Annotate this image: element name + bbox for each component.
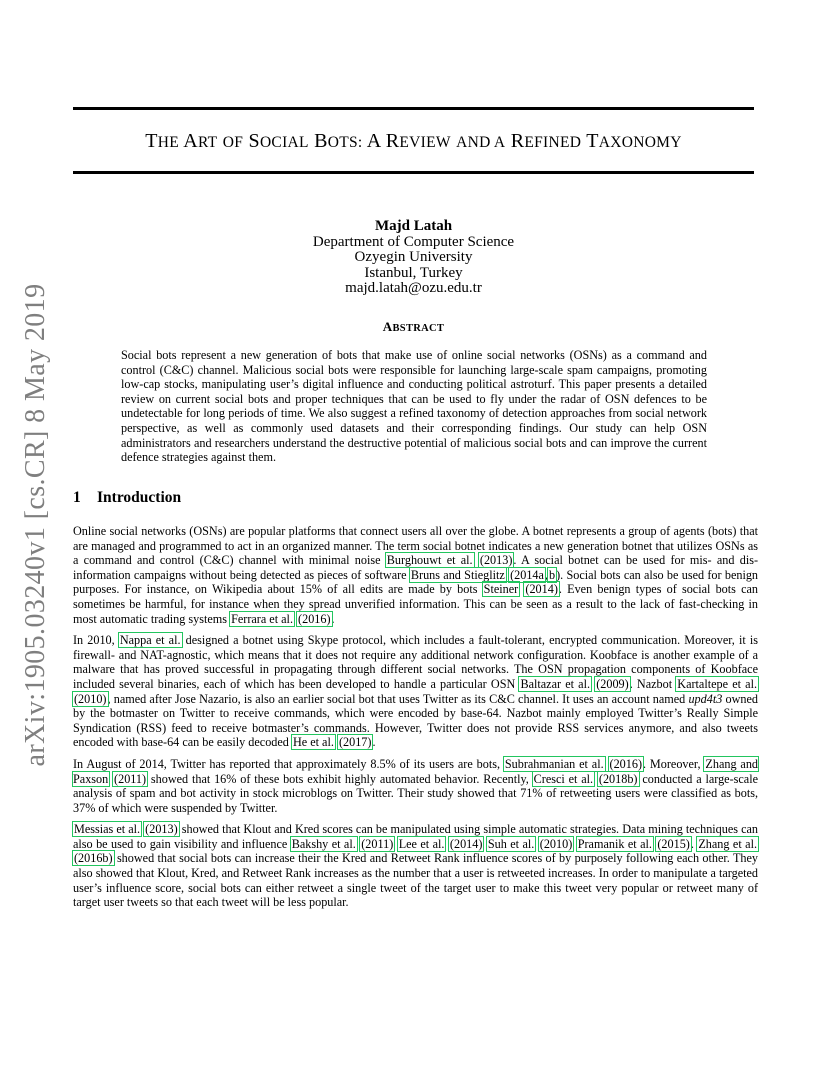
citation-link[interactable]: Cresci et al. [533,771,594,786]
citation-year-link[interactable]: (2009) [596,676,629,691]
author-name: Majd Latah [374,218,453,234]
citation-year-link[interactable]: (2013) [479,553,513,568]
citation-year-link[interactable]: (2013) [145,822,178,837]
citation-year-link[interactable]: (2016) [298,611,331,626]
title-bottom-rule [73,171,754,174]
arxiv-identifier: arXiv:1905.03240v1 [cs.CR] 8 May 2019 [20,283,51,767]
citation-link[interactable]: Ferrara et al. [231,611,293,626]
citation-link[interactable]: Pramanik et al. [577,836,652,851]
citation-year-link[interactable]: (2011) [361,836,394,851]
section-body [73,524,758,917]
author-block [73,219,754,297]
title-top-rule [73,107,754,110]
citation-year-link[interactable]: (2011) [114,771,147,786]
citation-link[interactable]: Zhang et al. [698,836,758,851]
citation-link[interactable]: Kartaltepe et al. [677,676,757,691]
paper-title: THE ART OF SOCIAL BOTS: A REVIEW AND A REFINED TAXONOMY [145,130,682,152]
paragraph-2: In 2010, Nappa et al. designed a botnet using Skype protocol, which includes a fault-tolerant, encrypted communication. Moreover, it is firewall- and NAT-agnostic, which means that it does not require any additional network configuration. Koobface is another example of a malware that has proved successful in propagating through different social networks. The OSN propagation components of Koobface included several binaries, each of which has been developed to handle a particular OSN Baltazar et al. (2009). Nazbot Kartaltepe et al. (2010), named after Jose Nazario, is also an earlier social bot that uses Twitter as its C&C channel. It uses an account named upd4t3 owned by the botmaster on Twitter to receive commands, which were encoded by base-64. Nazbot mainly employed Twitter’s Really Simple Syndication (RSS) feed to receive botmaster’s commands. However, Twitter does not provide RSS services anymore, and also tweets encoded with base-64 can be easily decoded He et al. (2017). [73,633,758,750]
section-number: 1 [73,489,81,506]
citation-year-link[interactable]: (2017) [338,735,372,750]
abstract-heading: ABSTRACT [382,319,445,334]
citation-year-link[interactable]: (2016b) [74,851,113,866]
citation-link[interactable]: Baltazar et al. [520,676,591,691]
citation-link[interactable]: Zhang and Paxson [73,756,759,786]
section-title: Introduction [97,489,182,506]
citation-year-link[interactable]: b [548,567,556,582]
citation-year-link[interactable]: (2014) [525,582,558,597]
citation-link[interactable]: Lee et al. [398,836,445,851]
citation-link[interactable]: Bakshy et al. [291,836,356,851]
paragraph-1: Online social networks (OSNs) are popular platforms that connect users all over the globe. A botnet represents a group of agents (bots) that are managed and programmed to act in an organized manner. The term social botnet indicates a new generation botnet that utilizes OSNs as a command and control (C&C) channel with minimal noise Burghouwt et al. (2013). A social botnet can be used for mis- and dis-information campaigns without being detected as pieces of software Bruns and Stieglitz (2014a,b). Social bots can also be used for benign purposes. For instance, on Wikipedia about 15% of all edits are made by bots Steiner (2014). Even benign types of social bots can sometimes be harmful, for instance when they spread unverified information. This can be seen as a result to the lack of fast-checking in most automatic trading systems Ferrara et al. (2016). [73,524,759,626]
author-location: Istanbul, Turkey [364,264,463,281]
paragraph-3: In August of 2014, Twitter has reported that approximately 8.5% of its users are bots, Subrahmanian et al. (2016). Moreover, Zhang and Paxson (2011) showed that 16% of these bots exhibit highly automated behavior. Recently, Cresci et al. (2018b) conducted a large-scale analysis of spam and bot activity in stock microblogs on Twitter. Their study showed that 71% of retweeting users were classified as bots, 37% of which were suspended by Twitter. [73,756,759,815]
citation-link[interactable]: He et al. [292,735,334,750]
citation-year-link[interactable]: (2010) [74,691,107,706]
citation-year-link[interactable]: (2014a [510,567,544,582]
citation-year-link[interactable]: (2015) [657,836,690,851]
citation-year-link[interactable]: (2014) [449,836,483,851]
citation-link[interactable]: Messias et al. [74,822,141,837]
citation-link[interactable]: Bruns and Stieglitz [410,567,505,582]
arxiv-side-stamp [18,285,54,765]
paragraph-4: Messias et al. (2013) showed that Klout and Kred scores can be manipulated using simple automatic strategies. Data mining techniques can also be used to gain visibility and influence Bakshy et al. (2011) Lee et al. (2014) Suh et al. (2010) Pramanik et al. (2015). Zhang et al. (2016b) showed that social bots can increase their the Kred and Retweet Rank influence scores of by purposely following each other. They also showed that Klout, Kred, and Retweet Rank increases as the number that a user is retweeted increases. In order to manipulate a targeted user’s influence score, social bots can either retweet a single tweet of the target user to make this tweet very popular or retweet many of target user tweets so that each tweet will be less popular. [73,822,759,910]
citation-link[interactable]: Subrahmanian et al. [504,756,604,771]
citation-link[interactable]: Burghouwt et al. [386,553,473,568]
account-name-math: upd4t3 [688,691,723,706]
citation-link[interactable]: Suh et al. [487,836,535,851]
citation-year-link[interactable]: (2010) [539,836,573,851]
citation-link[interactable]: Steiner [483,582,519,597]
abstract-text: Social bots represent a new generation of bots that make use of online social networks (OSNs) as a command and control (C&C) channel. Malicious social bots were responsible for launching large-scale spam campaigns, promoting low-cap stocks, manipulating user’s digital influence and conducting political astroturf. This paper presents a detailed review on current social bots and proper techniques that can be used to fly under the radar of OSN defences to be undetectable for long periods of time. We also suggest a refined taxonomy of detection approaches from social network perspective, as well as commonly used datasets and their corresponding findings. Our study can help OSN administrators and researchers understand the destructive potential of malicious social bots and can improve the current defence strategies against them. [121,348,707,465]
citation-year-link[interactable]: (2016) [609,756,643,771]
author-email: majd.latah@ozu.edu.tr [345,280,482,296]
section-heading [73,489,181,507]
citation-year-link[interactable]: (2018b) [598,771,638,786]
author-university: Ozyegin University [354,249,473,265]
citation-link[interactable]: Nappa et al. [119,633,181,648]
author-department: Department of Computer Science [312,233,515,250]
